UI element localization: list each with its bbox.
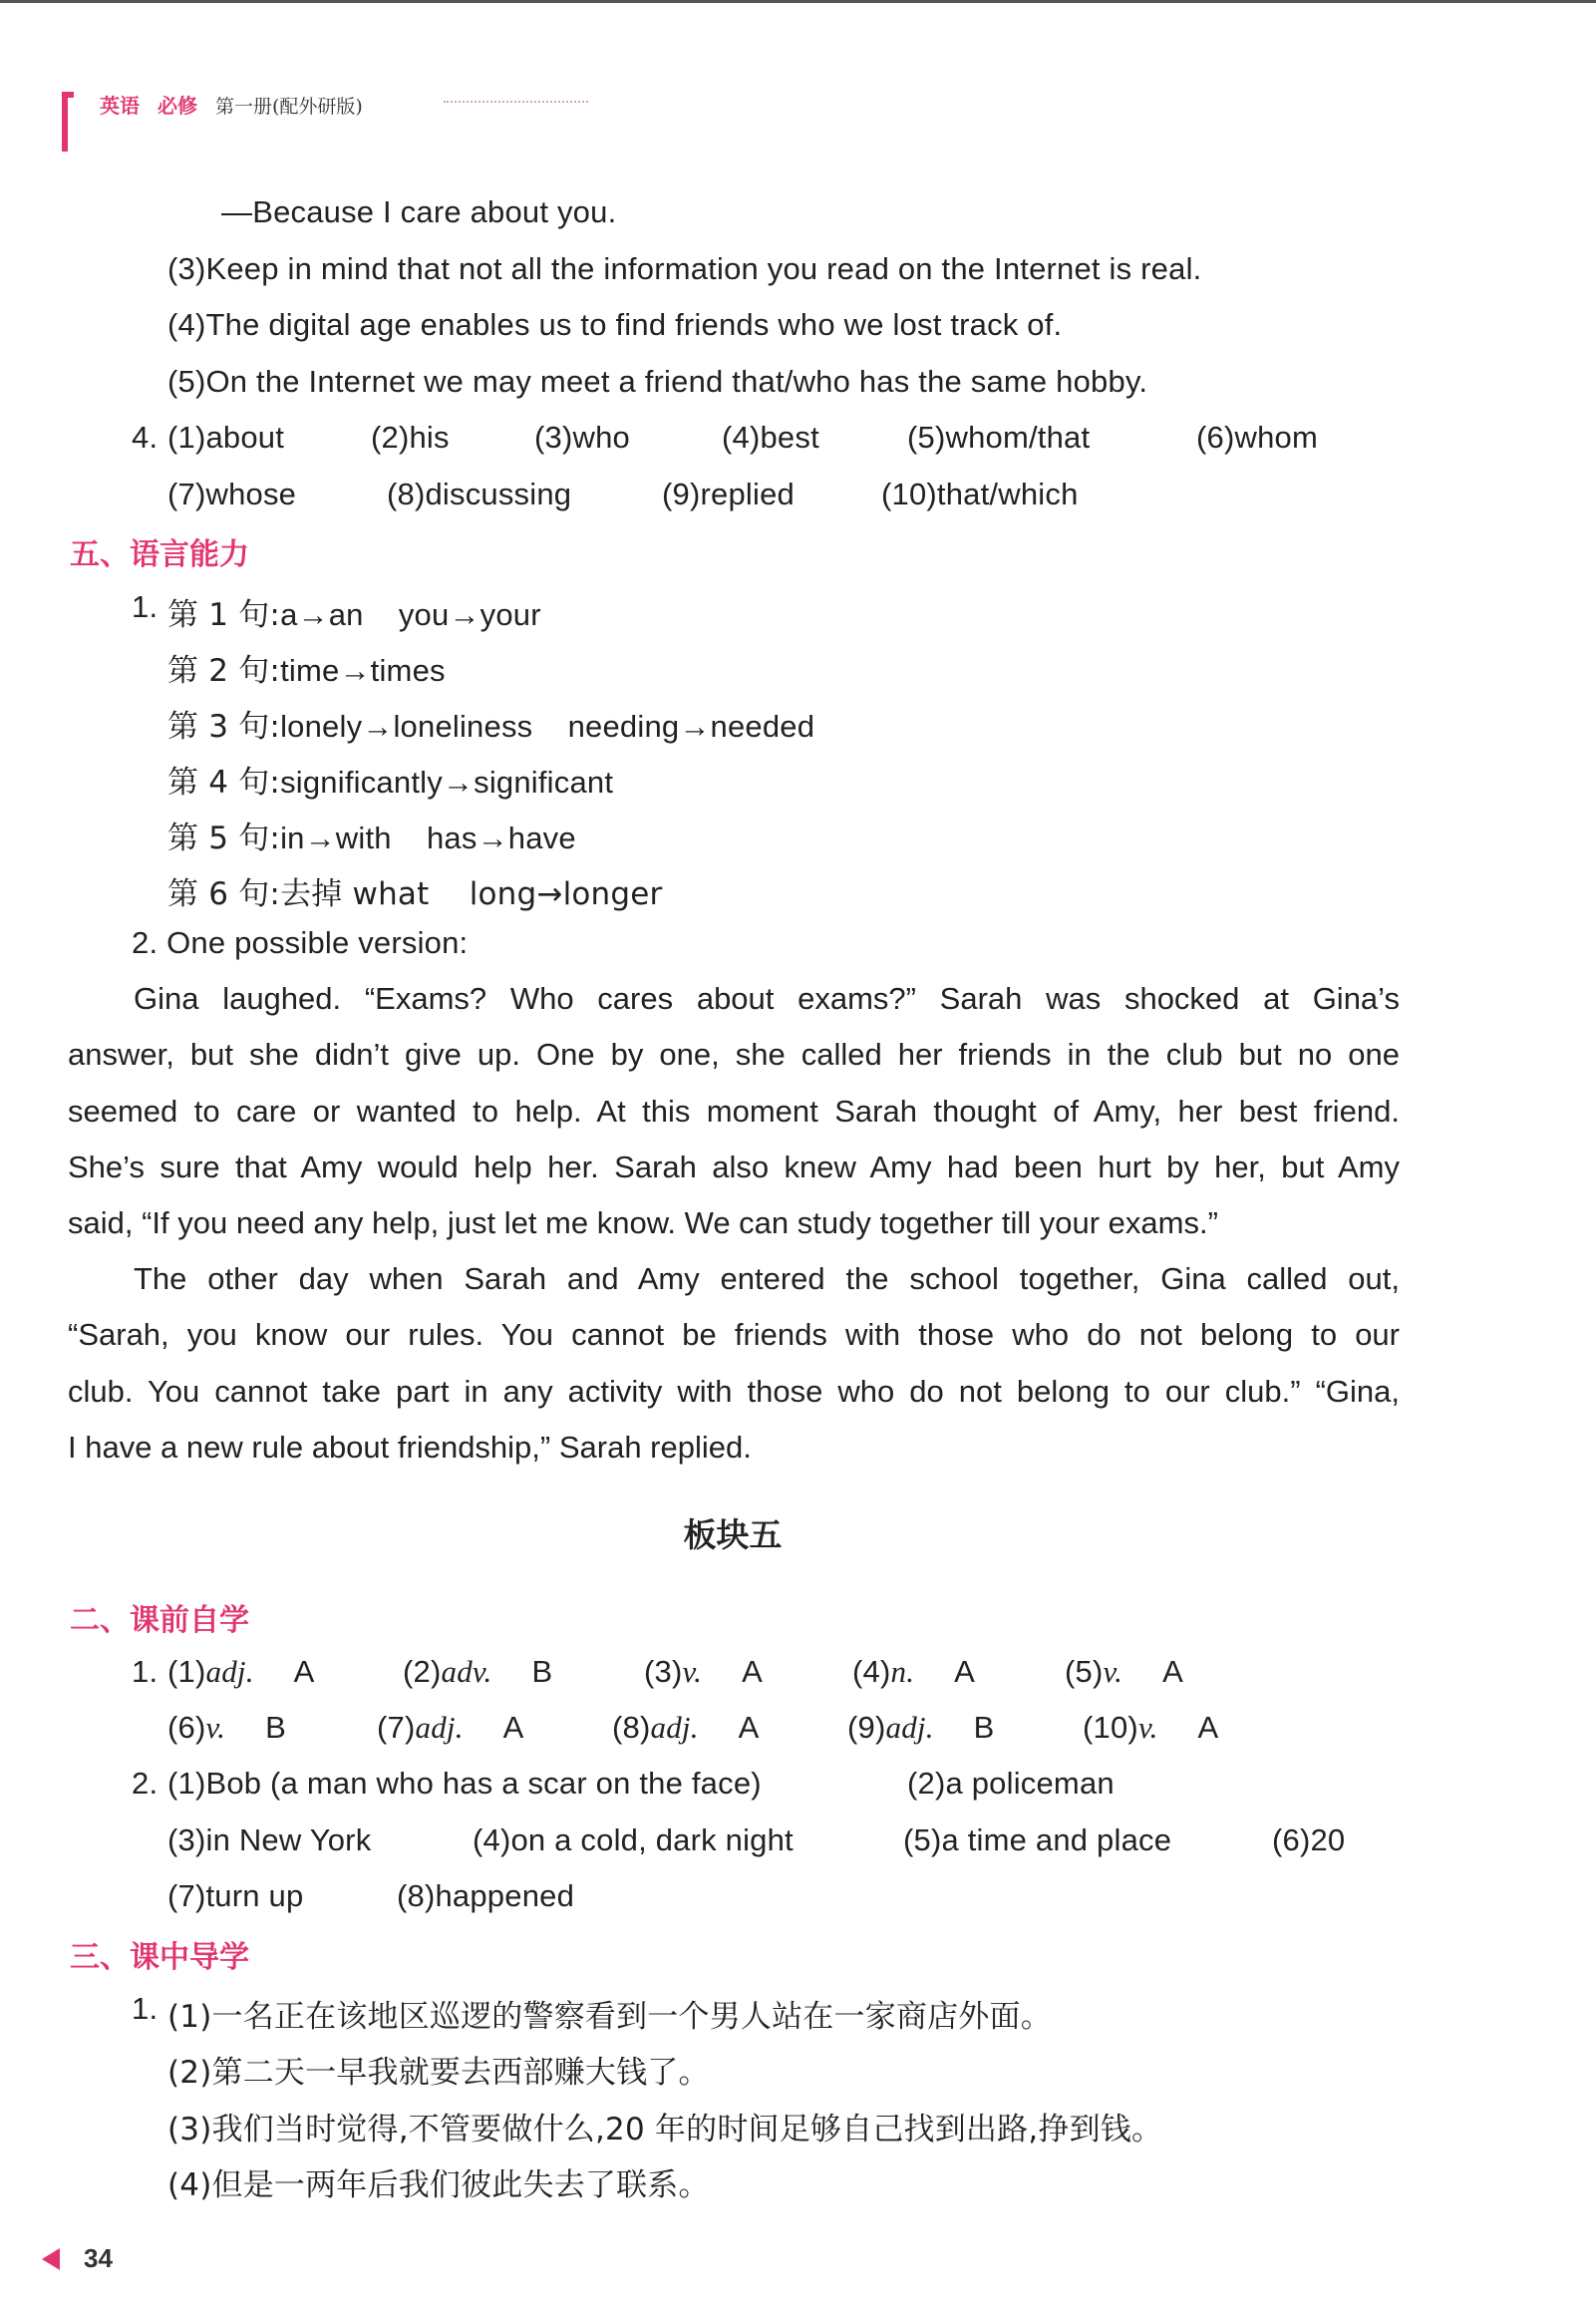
choice: A <box>742 1654 763 1689</box>
choice: B <box>973 1710 995 1745</box>
vocab-item <box>403 1654 552 1690</box>
sentence-label: 第 2 句: <box>167 653 281 689</box>
vocab-item <box>847 1710 995 1746</box>
part-of-speech: adj. <box>205 1654 254 1689</box>
answer-item: (2)a policeman <box>907 1766 1115 1801</box>
question-number: 4. <box>132 420 159 455</box>
answer-line: (4)The digital age enables us to find friends who we lost track of. <box>167 307 1063 342</box>
header-dotted-rule <box>444 101 588 103</box>
part-of-speech: adj. <box>415 1710 464 1745</box>
item-number: (10) <box>1083 1710 1138 1745</box>
correction-text: significantly→significant <box>280 765 614 800</box>
choice: A <box>502 1710 524 1745</box>
correction-text: time→times <box>280 653 446 688</box>
answer-item: (3)who <box>534 420 630 455</box>
header-subject: 英语 <box>100 96 140 118</box>
vocab-item <box>852 1654 975 1690</box>
essay-line: answer, but she didn’t give up. One by one, she called her friends in the club but no one <box>68 1037 1400 1073</box>
essay-paragraph-2 <box>68 1251 1400 1476</box>
answer-item: (1)Bob (a man who has a scar on the face) <box>167 1766 762 1801</box>
translation-line: (1)一名正在该地区巡逻的警察看到一个男人站在一家商店外面。 <box>167 1999 1052 2035</box>
essay-line: “Sarah, you know our rules. You cannot be friends with those who do not belong to our <box>68 1317 1400 1353</box>
correction-text: a→an you→your <box>280 597 541 632</box>
sentence-label: 第 6 句: <box>167 876 281 912</box>
translation-line: (4)但是一两年后我们彼此失去了联系。 <box>167 2167 710 2203</box>
answer-line: (5)On the Internet we may meet a friend that/who has the same hobby. <box>167 364 1148 399</box>
essay-line: She’s sure that Amy would help her. Sarah also knew Amy had been hurt by her, but Amy <box>68 1149 1400 1184</box>
item-number: (7) <box>377 1710 416 1745</box>
sentence-label: 第 5 句: <box>167 821 281 856</box>
vocab-item <box>167 1654 315 1690</box>
essay-line: club. You cannot take part in any activity with those who do not belong to our club.” “Gina, <box>68 1373 1400 1409</box>
header-requirement: 必修 <box>158 96 197 118</box>
translation-line: (3)我们当时觉得,不管要做什么,20 年的时间足够自己找到出路,挣到钱。 <box>167 2112 1163 2147</box>
answer-item: (6)20 <box>1272 1822 1346 1857</box>
item-number: (1) <box>167 1654 206 1689</box>
answer-item: (4)on a cold, dark night <box>473 1822 794 1857</box>
answer-line: (3)Keep in mind that not all the information you read on the Internet is real. <box>167 251 1202 286</box>
answer-item: (5)a time and place <box>903 1822 1172 1857</box>
header-corner-mark <box>62 92 74 152</box>
part-of-speech: adj. <box>885 1710 934 1745</box>
choice: A <box>1162 1654 1183 1689</box>
vocab-item <box>1065 1654 1183 1690</box>
essay-line: Gina laughed. “Exams? Who cares about exams?” Sarah was shocked at Gina’s <box>134 981 1400 1016</box>
item-number: (9) <box>847 1710 886 1745</box>
question-number: 1. <box>132 1654 159 1689</box>
answer-item: (9)replied <box>662 477 795 511</box>
choice: B <box>531 1654 553 1689</box>
correction-line <box>167 589 541 634</box>
page-number: 34 <box>84 2243 113 2273</box>
choice: A <box>954 1654 976 1689</box>
correction-line <box>167 868 663 913</box>
item-number: (4) <box>852 1654 891 1689</box>
correction-line <box>167 645 446 690</box>
top-border <box>0 0 1596 3</box>
part-of-speech: v. <box>682 1654 703 1689</box>
question-number: 1. <box>132 589 159 624</box>
essay-line: said, “If you need any help, just let me know. We can study together till your exams.” <box>68 1205 1218 1241</box>
item-number: (3) <box>644 1654 683 1689</box>
choice: B <box>265 1710 286 1745</box>
essay-line: seemed to care or wanted to help. At this moment Sarah thought of Amy, her best friend. <box>68 1093 1400 1129</box>
sentence-label: 第 4 句: <box>167 765 281 801</box>
vocab-item <box>644 1654 763 1690</box>
part-of-speech: n. <box>890 1654 915 1689</box>
answer-item: (10)that/which <box>881 477 1079 511</box>
module-title: 板块五 <box>683 1515 783 1554</box>
essay-paragraph-1 <box>68 971 1400 1251</box>
item-number: (2) <box>403 1654 442 1689</box>
correction-text: in→with has→have <box>280 821 576 855</box>
choice: A <box>1197 1710 1219 1745</box>
answer-item: (2)his <box>371 420 450 455</box>
answer-item: (8)happened <box>397 1878 575 1913</box>
answer-item: (8)discussing <box>387 477 572 511</box>
part-of-speech: adj. <box>650 1710 699 1745</box>
correction-line <box>167 757 613 802</box>
running-header <box>100 90 363 119</box>
page-marker-icon <box>42 2248 60 2270</box>
answer-item: (4)best <box>722 420 819 455</box>
item-number: (5) <box>1065 1654 1104 1689</box>
choice: A <box>738 1710 760 1745</box>
sentence-label: 第 1 句: <box>167 597 281 633</box>
translation-line: (2)第二天一早我就要去西部赚大钱了。 <box>167 2055 710 2091</box>
answer-item: (7)turn up <box>167 1878 304 1913</box>
answer-item: (6)whom <box>1196 420 1318 455</box>
version-label: 2. One possible version: <box>132 925 469 960</box>
vocab-item <box>1083 1710 1218 1746</box>
section-heading: 二、课前自学 <box>70 1603 249 1638</box>
item-number: (8) <box>612 1710 651 1745</box>
part-of-speech: v. <box>1103 1654 1123 1689</box>
part-of-speech: v. <box>1137 1710 1158 1745</box>
answer-item: (7)whose <box>167 477 297 511</box>
essay-line: I have a new rule about friendship,” Sarah replied. <box>68 1429 752 1465</box>
header-volume: 第一册(配外研版) <box>215 96 363 118</box>
question-number: 1. <box>132 1991 159 2026</box>
section-heading: 三、课中导学 <box>70 1940 249 1975</box>
answer-item: (3)in New York <box>167 1822 372 1857</box>
choice: A <box>293 1654 315 1689</box>
sentence-label: 第 3 句: <box>167 709 281 745</box>
question-number: 2. <box>132 1766 159 1801</box>
correction-text: 去掉 what long→longer <box>280 876 663 912</box>
section-heading: 五、语言能力 <box>70 537 249 572</box>
correction-line <box>167 701 814 746</box>
part-of-speech: v. <box>205 1710 226 1745</box>
correction-text: lonely→loneliness needing→needed <box>280 709 815 744</box>
vocab-item <box>612 1710 760 1746</box>
correction-line <box>167 813 576 857</box>
vocab-item <box>377 1710 524 1746</box>
essay-line: The other day when Sarah and Amy entered the school together, Gina called out, <box>134 1261 1400 1296</box>
answer-item: (5)whom/that <box>907 420 1091 455</box>
answer-line: —Because I care about you. <box>221 194 617 229</box>
vocab-item <box>167 1710 286 1746</box>
answer-item: (1)about <box>167 420 285 455</box>
item-number: (6) <box>167 1710 206 1745</box>
part-of-speech: adv. <box>441 1654 492 1689</box>
